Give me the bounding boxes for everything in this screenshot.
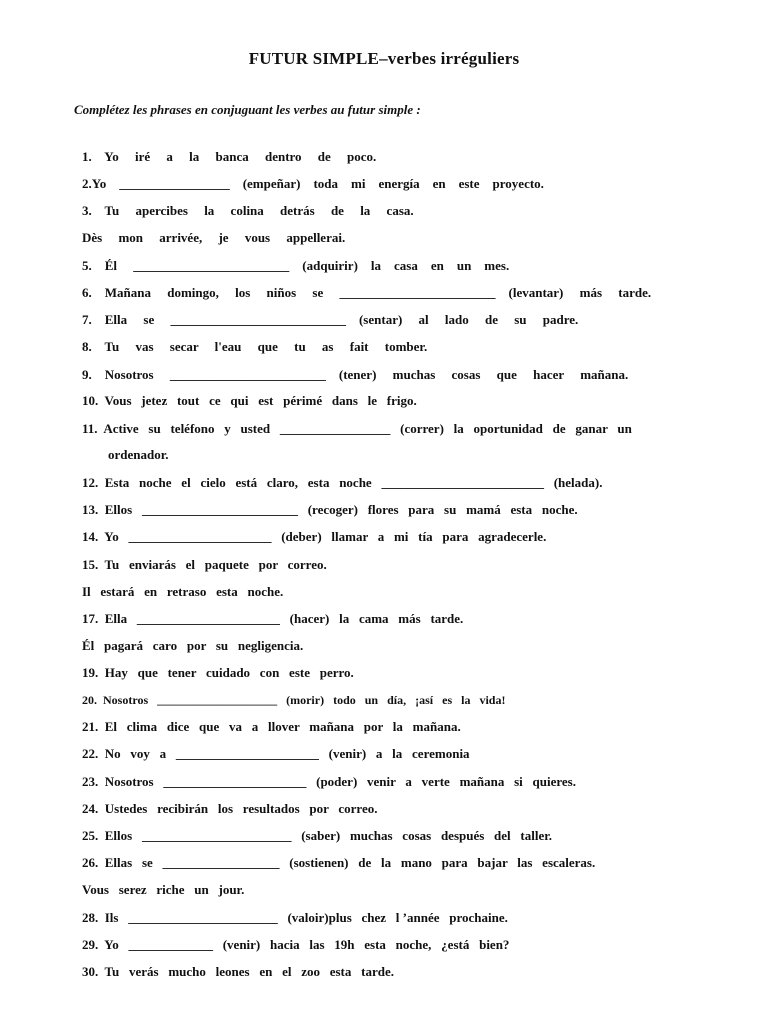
exercise-line: 25. Ellos _______________________ (saber) muchas cosas después del taller. [82, 828, 553, 843]
exercise-line: 7. Ella se ___________________________ (sentar) al lado de su padre. [82, 312, 579, 327]
exercise-line: Il estará en retraso esta noche. [82, 584, 284, 599]
exercise-line: 14. Yo ______________________ (deber) llamar a mi tía para agradecerle. [82, 529, 547, 544]
instructions: Complétez les phrases en conjuguant les verbes au futur simple : [74, 102, 421, 117]
exercise-line: Vous serez riche un jour. [82, 882, 245, 897]
exercise-line: 1. Yo iré a la banca dentro de poco. [82, 149, 377, 164]
exercise-line: 13. Ellos ________________________ (recoger) flores para su mamá esta noche. [82, 502, 578, 517]
exercise-line: 20. Nosotros ____________________ (morir) todo un día, ¡así es la vida! [82, 693, 506, 707]
exercise-line: 6. Mañana domingo, los niños se ________________________ (levantar) más tarde. [82, 285, 652, 300]
exercise-line: 24. Ustedes recibirán los resultados por correo. [82, 801, 378, 816]
exercise-line: 5. Él ________________________ (adquirir) la casa en un mes. [82, 258, 510, 273]
exercise-line: 30. Tu verás mucho leones en el zoo esta tarde. [82, 964, 394, 979]
exercise-line: ordenador. [82, 447, 169, 462]
exercise-line: 9. Nosotros ________________________ (tener) muchas cosas que hacer mañana. [82, 367, 629, 382]
exercise-line: 17. Ella ______________________ (hacer) la cama más tarde. [82, 611, 464, 626]
exercise-line: 15. Tu enviarás el paquete por correo. [82, 557, 327, 572]
page-title: FUTUR SIMPLE–verbes irréguliers [248, 49, 520, 68]
exercise-line: Él pagará caro por su negligencia. [82, 638, 304, 653]
exercise-line: 29. Yo _____________ (venir) hacia las 19h esta noche, ¿está bien? [82, 937, 510, 952]
exercise-line: 23. Nosotros ______________________ (poder) venir a verte mañana si quieres. [82, 774, 576, 789]
exercise-line: 2.Yo _________________ (empeñar) toda mi energía en este proyecto. [82, 176, 544, 191]
exercise-line: 8. Tu vas secar l'eau que tu as fait tomber. [82, 339, 428, 354]
exercise-line: 22. No voy a ______________________ (venir) a la ceremonia [82, 746, 470, 761]
exercise-line: 10. Vous jetez tout ce qui est périmé dans le frigo. [82, 393, 417, 408]
exercise-line: 3. Tu apercibes la colina detrás de la casa. [82, 203, 414, 218]
exercise-line: 19. Hay que tener cuidado con este perro. [82, 665, 354, 680]
exercise-line: Dès mon arrivée, je vous appellerai. [82, 230, 346, 245]
exercise-line: 12. Esta noche el cielo está claro, esta noche _________________________ (helada). [82, 475, 603, 490]
exercise-line: 21. El clima dice que va a llover mañana por la mañana. [82, 719, 461, 734]
exercise-line: 11. Active su teléfono y usted _________________ (correr) la oportunidad de ganar un [82, 421, 632, 436]
exercise-line: 28. Ils _______________________ (valoir)plus chez l ’année prochaine. [82, 910, 508, 925]
exercise-line: 26. Ellas se __________________ (sostienen) de la mano para bajar las escaleras. [82, 855, 596, 870]
